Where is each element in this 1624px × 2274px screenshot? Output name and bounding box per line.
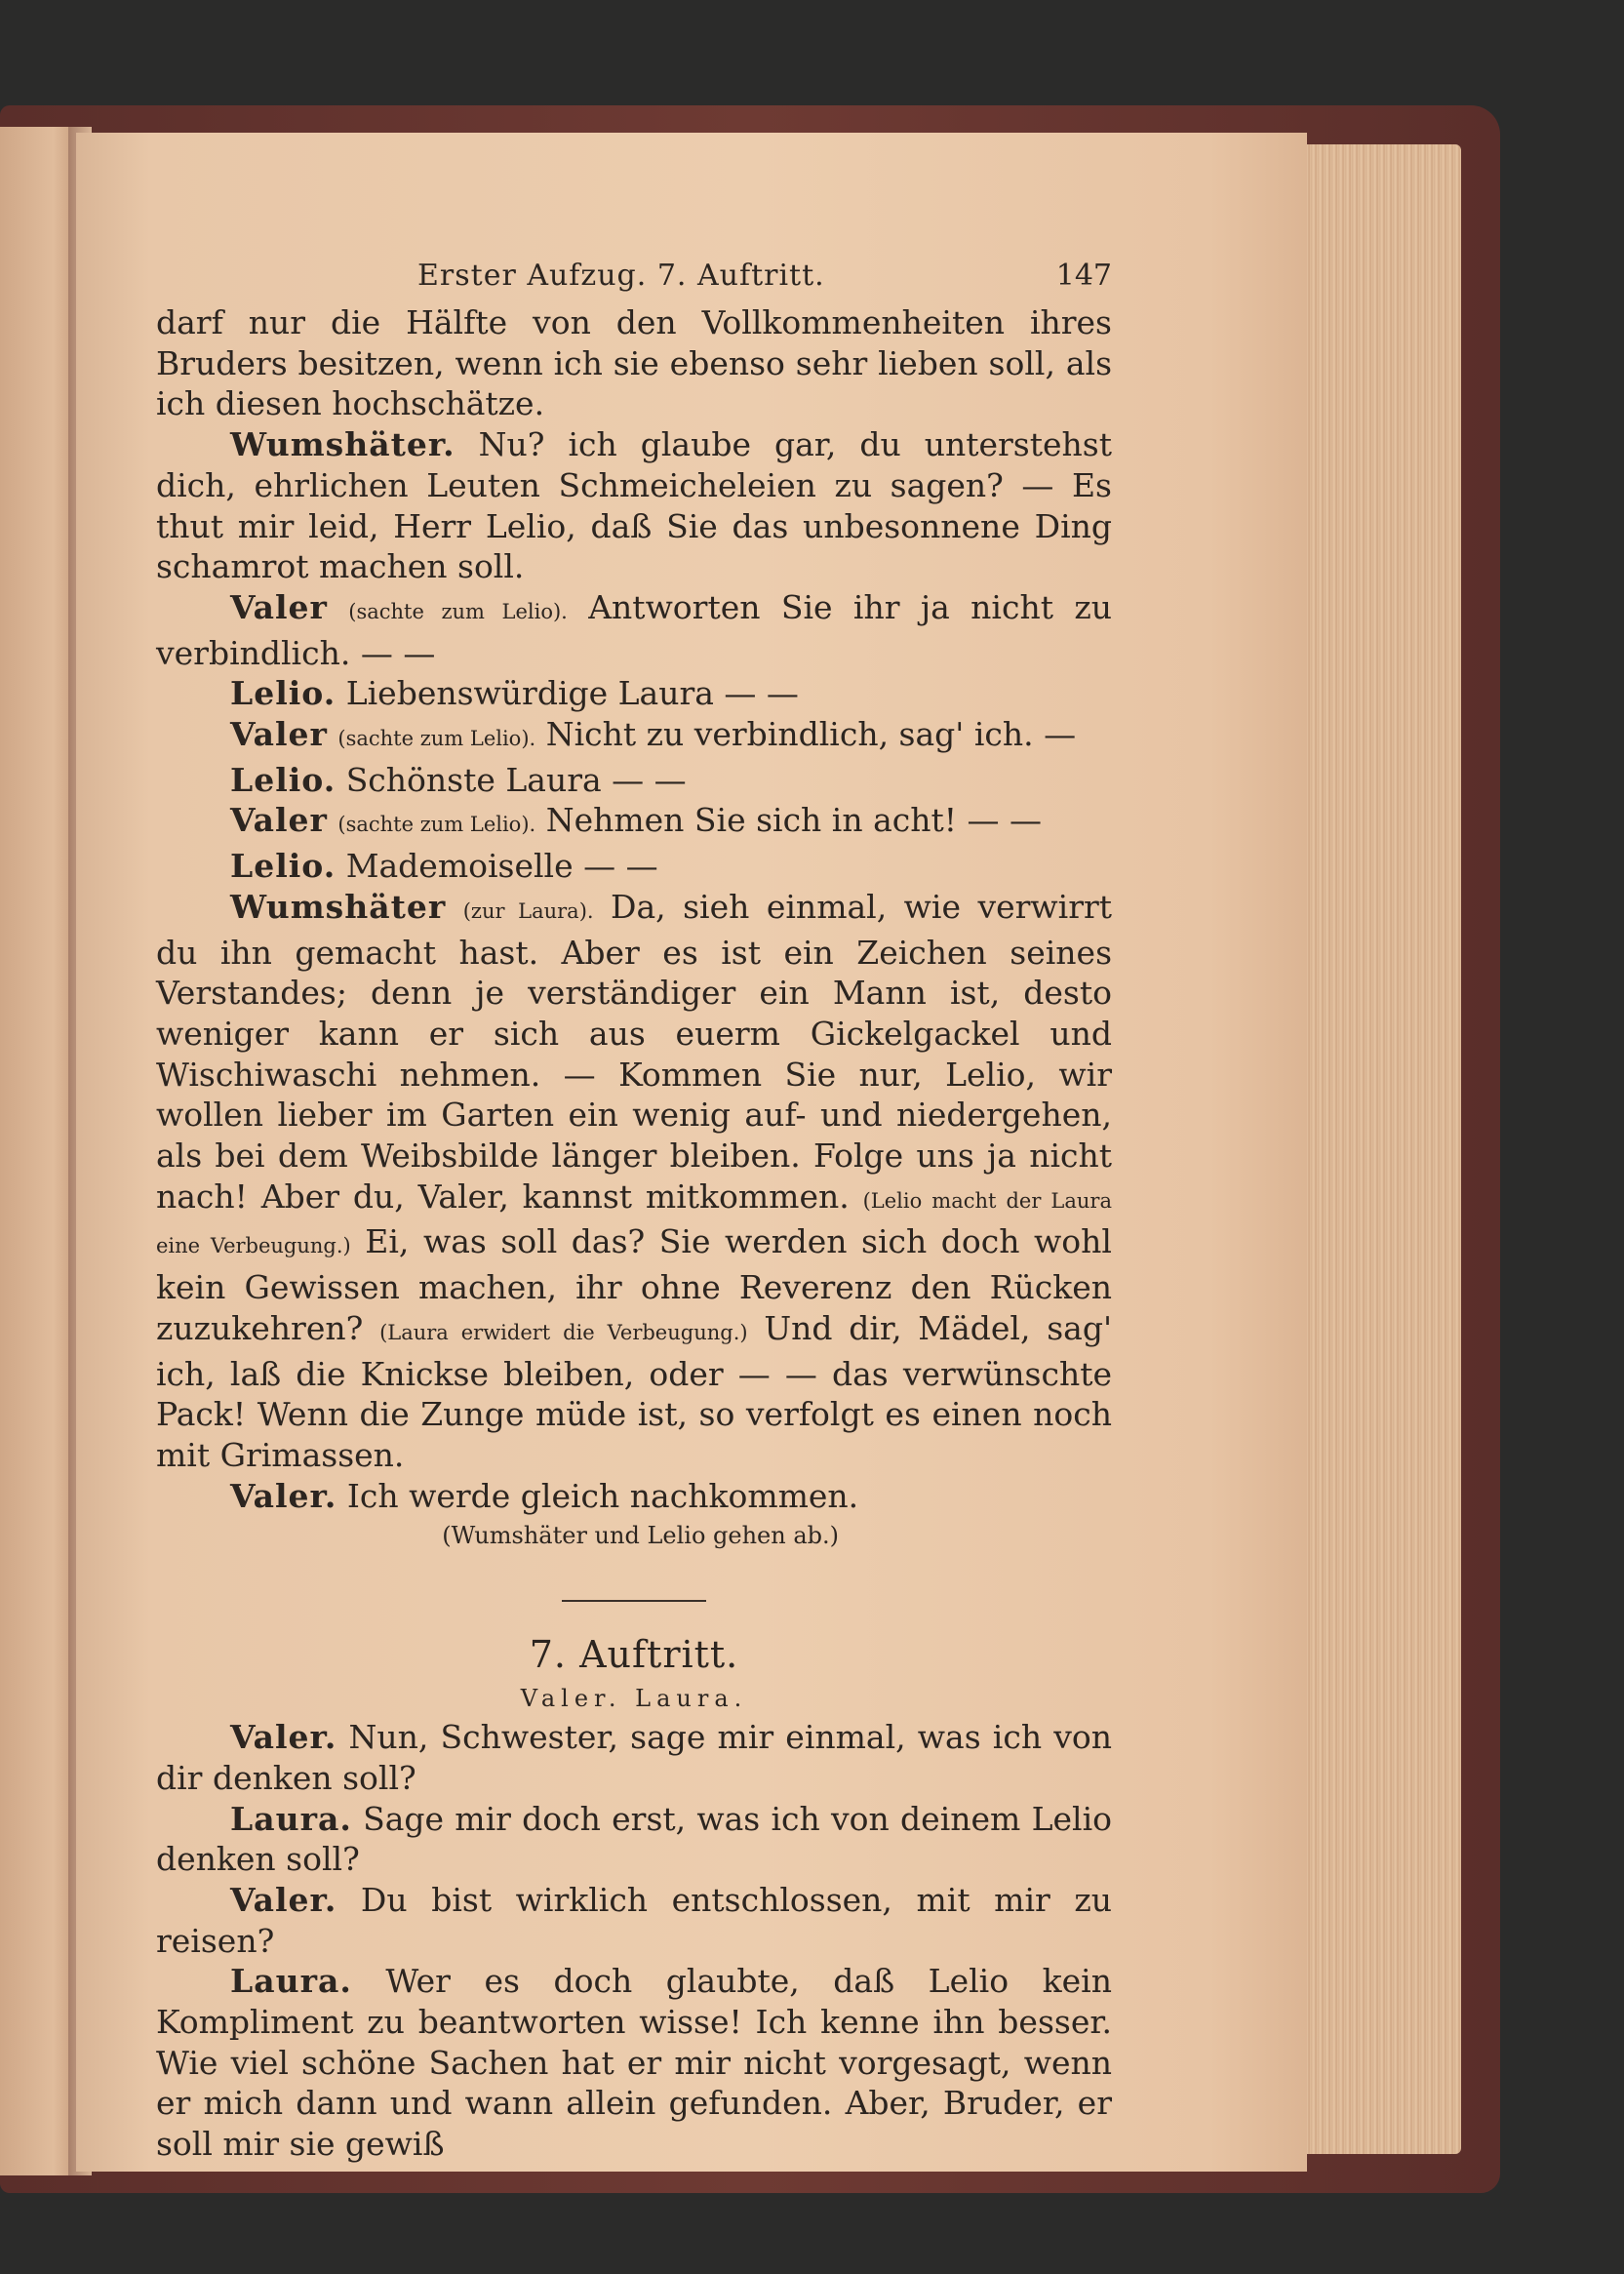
speaker-name: Valer — [230, 587, 328, 626]
speaker-name: Valer. — [230, 1718, 337, 1757]
page-text — [156, 256, 1112, 2165]
stage-direction: (Lelio macht der Laura eine Verbeugung.) — [156, 1188, 1112, 1258]
page-number: 147 — [1055, 259, 1112, 293]
paragraph-continuation: darf nur die Hälfte von den Vollkommenheiten ihres Bruders besitzen, wenn ich sie ebenso sehr lieben soll, als ich diesen hochschätze. — [156, 303, 1112, 423]
speech-lelio: Lelio. Schönste Laura — — — [230, 760, 687, 799]
stage-direction: (sachte zum Lelio). — [337, 813, 536, 837]
stage-direction: (sachte zum Lelio). — [348, 599, 568, 623]
speech-valer: Valer (sachte zum Lelio). Nehmen Sie sich in acht! — — — [230, 801, 1043, 840]
speech-valer: Valer. Nun, Schwester, sage mir einmal, was ich von dir denken soll? — [156, 1718, 1112, 1797]
header-title: Erster Aufzug. 7. Auftritt. — [417, 259, 825, 293]
scene-title: 7. Auftritt. — [529, 1633, 739, 1677]
speaker-name: Valer — [230, 715, 328, 754]
speech-lelio: Lelio. Mademoiselle — — — [230, 847, 658, 886]
speech-laura: Laura. Sage mir doch erst, was ich von deinem Lelio denken soll? — [156, 1799, 1112, 1879]
speech-laura: Laura. Wer es doch glaubte, daß Lelio kein Kompliment zu beantworten wisse! Ich kenne ihn besser. Wie viel schöne Sachen hat er mir nicht vorgesagt, wenn er mich dann und wann allein gefunden. Aber, Bruder, er soll mir sie gewiß — [156, 1962, 1112, 2164]
speech-valer: Valer (sachte zum Lelio). Antworten Sie ihr ja nicht zu verbindlich. — — — [156, 587, 1112, 672]
speaker-name: Laura. — [230, 1962, 352, 2001]
speech-wumshaeter: Wumshäter (zur Laura). Da, sieh einmal, wie verwirrt du ihn gemacht hast. Aber es ist ein Zeichen seines Verstandes; denn je verständiger ein Mann ist, desto weniger kann er sich aus euerm Gickelgackel und Wischiwaschi nehmen. — Kommen Sie nur, Lelio, wir wollen lieber im Garten ein wenig auf- und niedergehen, als bei dem Weibsbilde länger bleiben. Folge uns ja nicht nach! Aber du, Valer, kannst mitkommen. (Lelio macht der Laura eine Verbeugung.) Ei, was soll das? Sie werden sich doch wohl kein Gewissen machen, ihr ohne Reverenz den Rücken zuzukehren? (Laura erwidert die Verbeugung.) Und dir, Mädel, sag' ich, laß die Knickse bleiben, oder — — das verwünschte Pack! Wenn die Zunge müde ist, so verfolgt es einen noch mit Grimassen. — [156, 887, 1113, 1474]
speaker-name: Valer. — [230, 1880, 337, 1919]
speaker-name: Laura. — [230, 1799, 352, 1838]
speaker-name: Lelio. — [230, 847, 337, 886]
speaker-name: Lelio. — [230, 674, 337, 713]
stage-direction: (zur Laura). — [462, 898, 594, 923]
stage-direction: (sachte zum Lelio). — [337, 727, 536, 751]
speech-wumshaeter: Wumshäter. Nu? ich glaube gar, du unterstehst dich, ehrlichen Leuten Schmeicheleien zu sagen? — Es thut mir leid, Herr Lelio, daß Sie das unbesonnene Ding schamrot machen soll. — [156, 425, 1112, 586]
scene-cast: Valer. Laura. — [520, 1685, 748, 1713]
speech-valer: Valer (sachte zum Lelio). Nicht zu verbindlich, sag' ich. — — [230, 715, 1077, 754]
speaker-name: Valer. — [230, 1476, 337, 1515]
exit-direction: (Wumshäter und Lelio gehen ab.) — [442, 1522, 839, 1550]
speaker-name: Lelio. — [230, 760, 337, 799]
speaker-name: Wumshäter — [230, 887, 447, 926]
running-header — [156, 256, 1112, 300]
stage-direction: (Laura erwidert die Verbeugung.) — [379, 1320, 748, 1344]
left-page-edge — [0, 127, 76, 2175]
speech-valer: Valer. Du bist wirklich entschlossen, mit mir zu reisen? — [156, 1880, 1112, 1960]
speaker-name: Valer — [230, 801, 328, 840]
speech-lelio: Lelio. Liebenswürdige Laura — — — [230, 674, 799, 713]
speech-valer: Valer. Ich werde gleich nachkommen. — [230, 1476, 859, 1515]
section-divider — [562, 1600, 706, 1602]
speaker-name: Wumshäter. — [230, 425, 456, 464]
